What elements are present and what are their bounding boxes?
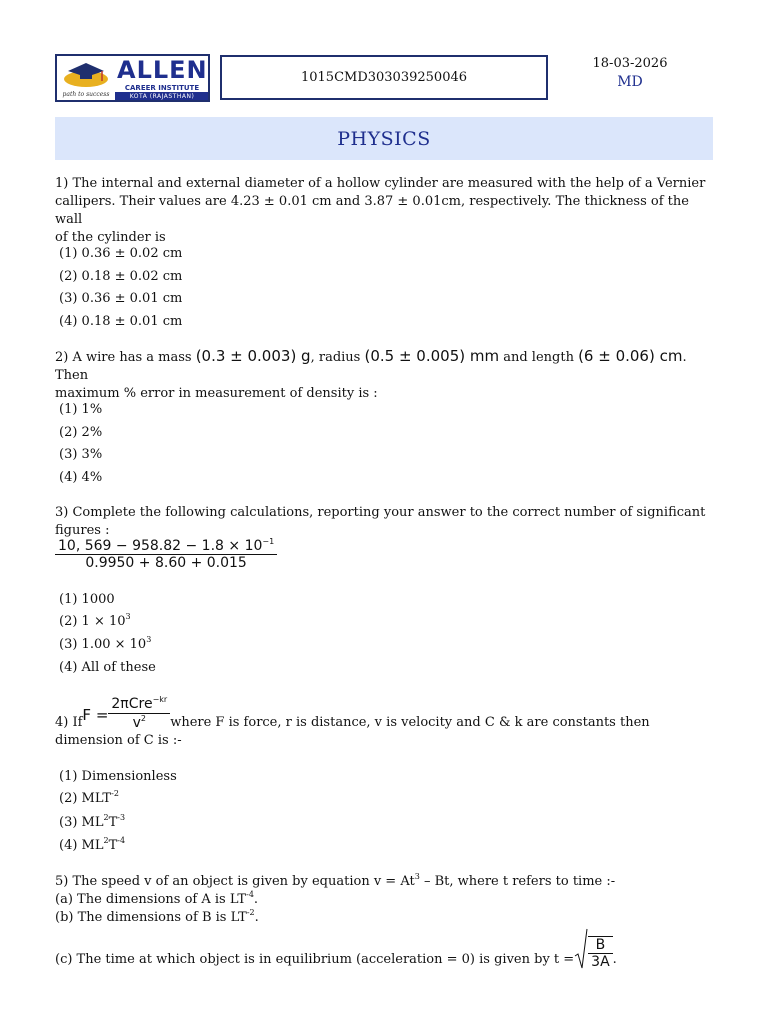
square-root-expression — [574, 928, 612, 970]
question-text-line: 2) A wire has a mass (0.3 ± 0.003) g, radius (0.5 ± 0.005) mm and length (6 ± 0.06) cm. Then — [55, 347, 687, 383]
option-1[interactable]: (1) 0.36 ± 0.02 cm — [59, 246, 183, 261]
option-4[interactable]: (4) All of these — [59, 660, 156, 675]
option-1[interactable]: (1) 1000 — [59, 592, 115, 607]
question-text-line: callipers. Their values are 4.23 ± 0.01 cm and 3.87 ± 0.01cm, respectively. The thickness of the wall — [55, 194, 689, 227]
question-text-line: 1) The internal and external diameter of a hollow cylinder are measured with the help of a Vernier — [55, 176, 706, 191]
length-expression: (6 ± 0.06) cm — [578, 347, 683, 365]
fraction-numerator: 2πCre$^{-kr}$ — [111, 695, 168, 712]
option-2[interactable]: (2) 2% — [59, 425, 103, 440]
question-text-line: of the cylinder is — [55, 230, 166, 245]
question-text-line: dimension of C is :- — [55, 733, 182, 748]
option-2[interactable]: (2) 0.18 ± 0.02 cm — [59, 269, 183, 284]
question-text-line: 5) The speed v of an object is given by equation $v = At^3 - Bt$, where t refers to time :- — [55, 872, 616, 889]
graduation-cap-icon — [60, 59, 112, 89]
logo-brand: ALLEN — [117, 56, 208, 84]
option-3[interactable]: (3) 0.36 ± 0.01 cm — [59, 291, 183, 306]
institute-logo — [55, 54, 210, 102]
subject-banner — [55, 117, 713, 160]
statement-c: (c) The time at which object is in equilibrium (acceleration = 0) is given by t = $\frac{B}{3A}$ . — [55, 926, 715, 970]
radical-sign-icon — [574, 928, 588, 970]
option-4[interactable]: (4) 4% — [59, 470, 103, 485]
question-text-line: maximum % error in measurement of density is : — [55, 386, 378, 401]
page-header — [55, 54, 715, 104]
question-5 — [55, 873, 715, 927]
option-4[interactable]: (4) $ML^2T^{-4}$ — [59, 836, 126, 853]
statement-b: (b) The dimensions of B is $LT^{-2}$. — [55, 908, 259, 925]
force-lhs: F = — [82, 706, 109, 724]
exam-date: 18-03-2026 — [592, 56, 668, 71]
option-1[interactable]: (1) 1% — [59, 402, 103, 417]
question-1 — [55, 175, 715, 247]
logo-location: KOTA (RAJASTHAN) — [115, 92, 209, 101]
option-3[interactable]: (3) 3% — [59, 447, 103, 462]
fraction-numerator: 10, $569 - 958.82 - 1.8 \times 10^{-1}$ — [58, 537, 275, 554]
option-3[interactable]: (3) $ML^2T^{-3}$ — [59, 813, 126, 830]
logo-tagline: path to success — [62, 91, 110, 98]
question-2 — [55, 347, 715, 403]
mass-expression: (0.3 ± 0.003) g — [195, 347, 311, 365]
option-2[interactable]: (2) $MLT^{-2}$ — [59, 789, 119, 806]
radius-expression: (0.5 ± 0.005) mm — [364, 347, 500, 365]
fraction-numerator: B — [595, 937, 606, 953]
paper-code-box — [220, 55, 548, 100]
fraction-denominator: 0.9950 + 8.60 + 0.015 — [55, 554, 277, 571]
force-fraction — [108, 695, 170, 732]
fraction-denominator: 3A — [588, 953, 612, 970]
fraction-denominator: $v^2$ — [108, 713, 170, 732]
paper-code: 1015CMD303039250046 — [300, 70, 468, 85]
option-4[interactable]: (4) 0.18 ± 0.01 cm — [59, 314, 183, 329]
question-3 — [55, 504, 715, 540]
statement-a: (a) The dimensions of A is $LT^{-4}$. — [55, 890, 259, 907]
subject-title: PHYSICS — [337, 127, 431, 150]
set-code: MD — [617, 74, 643, 90]
question-text-line: 3) Complete the following calculations, reporting your answer to the correct number of significant — [55, 505, 706, 520]
question-text-line: figures : — [55, 523, 110, 538]
calculation-fraction — [55, 538, 277, 571]
question-text-line: 4) If F = $\frac{2\pi Cre^{-kr}}{v^2}$ where F is force, r is distance, v is velocity and C & k are constants then — [55, 695, 650, 731]
option-3[interactable]: (3) $1.00 \times 10^3$ — [59, 635, 152, 652]
logo-subtitle: CAREER INSTITUTE — [124, 84, 200, 92]
option-1[interactable]: (1) Dimensionless — [59, 769, 177, 784]
option-2[interactable]: (2) $1 \times 10^3$ — [59, 612, 131, 629]
question-4 — [55, 692, 715, 750]
